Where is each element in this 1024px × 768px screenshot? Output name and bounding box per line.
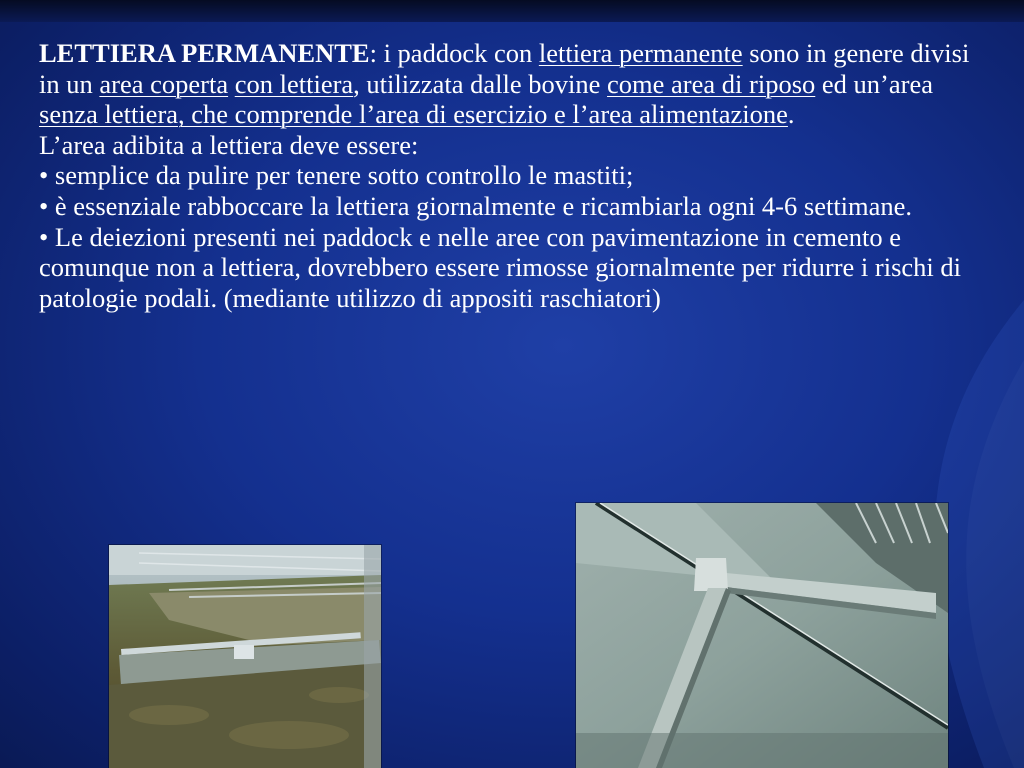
photo-paddock-scraper-litter bbox=[109, 545, 381, 768]
intro-line: L’area adibita a lettiera deve essere: bbox=[39, 129, 419, 160]
paragraph-definition: LETTIERA PERMANENTE: i paddock con lettiera permanente sono in genere divisi in un area coperta con lettiera, utilizzata dalle bovine come area di riposo ed un’area senza lettiera, che comprende l’area di esercizio e l’area alimentazione. bbox=[39, 38, 970, 130]
bullet-item: • è essenziale rabboccare la lettiera giornalmente e ricambiarla ogni 4-6 settimane. bbox=[39, 190, 913, 221]
bullet-item: • semplice da pulire per tenere sotto controllo le mastiti; bbox=[39, 160, 634, 191]
slide-body-text bbox=[39, 38, 979, 313]
photo-scraper-concrete-alley bbox=[576, 503, 948, 768]
underlined-term: lettiera permanente bbox=[538, 38, 743, 68]
slide-top-band bbox=[0, 0, 1024, 22]
heading-lettiera-permanente: LETTIERA PERMANENTE bbox=[39, 38, 370, 68]
underlined-term: senza lettiera, che comprende l’area di esercizio e l’area alimentazione bbox=[39, 99, 788, 130]
underlined-term: come area di riposo bbox=[607, 68, 816, 99]
underlined-term: area coperta bbox=[99, 68, 229, 99]
bullet-item: • Le deiezioni presenti nei paddock e nelle aree con pavimentazione in cemento e comunque non a lettiera, dovrebbero essere rimosse giornalmente per ridurre i rischi di patologie podali. (mediante utilizzo di appositi raschiatori) bbox=[39, 221, 962, 313]
underlined-term: con lettiera bbox=[234, 68, 354, 99]
